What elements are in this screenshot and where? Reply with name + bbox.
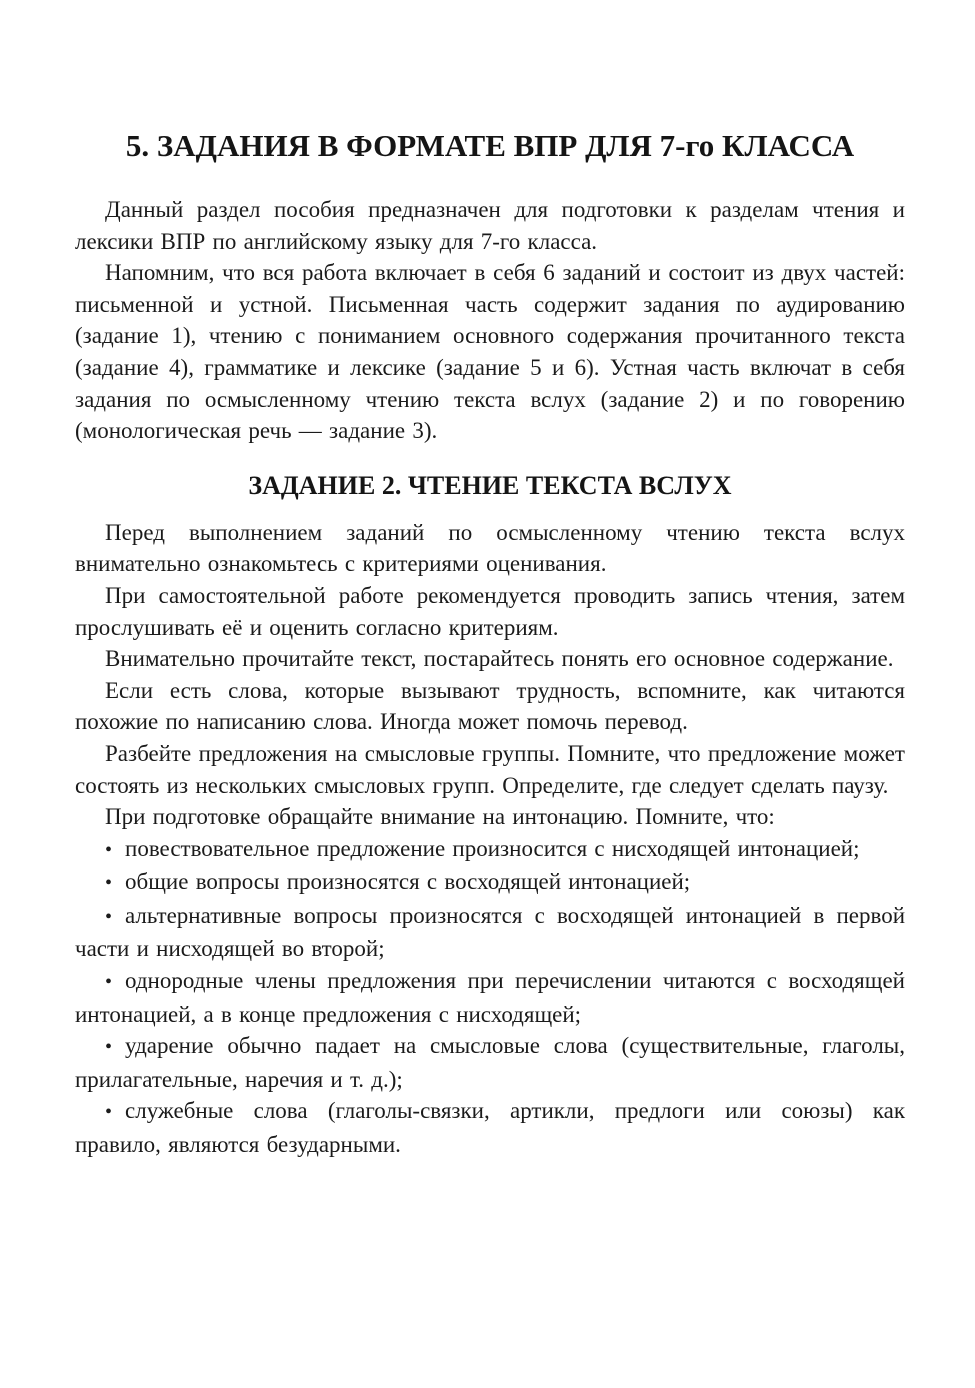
bullet-text: однородные члены предложения при перечислении читаются с восходящей интонацией, а в конце предложения с нисходящей; [75,968,905,1027]
section-paragraph: Если есть слова, которые вызывают трудность, вспомните, как читаются похожие по написанию слова. Иногда может помочь перевод. [75,677,905,735]
section-paragraph: Внимательно прочитайте текст, постарайтесь понять его основное содержание. [105,646,894,672]
bullet-text: служебные слова (глаголы-связки, артикли, предлоги или союзы) как правило, являются безударными. [75,1098,905,1158]
bullet-text: повествовательное предложение произносится с нисходящей интонацией; [125,835,860,861]
intro-paragraph: Напомним, что вся работа включает в себя 6 заданий и состоит из двух частей: письменной и устной. Письменная часть содержит задания по аудированию (задание 1), чтению с пониманием основного содержания прочитанного текста (задание 4), грамматике и лексике (задание 5 и 6). Устная часть включат в себя задания по осмысленному чтению текста вслух (задание 2) и по говорению (монологическая речь — задание 3). [75,260,905,444]
bullet-text: общие вопросы произносятся с восходящей интонацией; [125,869,691,895]
bullet-item [75,965,905,1030]
bullet-text: ударение обычно падает на смысловые слова (существительные, глаголы, прилагательные, наречия и т. д.); [75,1033,905,1092]
section-title: ЗАДАНИЕ 2. ЧТЕНИЕ ТЕКСТА ВСЛУХ [248,470,732,500]
bullet-marker-icon: • [105,1101,113,1124]
bullet-item [75,1095,905,1160]
chapter-title: 5. ЗАДАНИЯ В ФОРМАТЕ ВПР ДЛЯ 7-го КЛАССА [125,128,855,163]
bullet-item [75,866,905,900]
bullet-marker-icon: • [105,971,113,994]
section-paragraph: Разбейте предложения на смысловые группы. Помните, что предложение может состоять из нескольких смысловых групп. Определите, где следует сделать паузу. [75,740,905,798]
bullet-item [75,900,905,965]
bullet-text: альтернативные вопросы произносятся с восходящей интонацией в первой части и нисходящей во второй; [75,902,905,962]
bullet-marker-icon: • [105,905,113,928]
bullet-marker-icon: • [105,1036,113,1059]
bullet-list [75,833,905,1161]
intro-paragraph: Данный раздел пособия предназначен для подготовки к разделам чтения и лексики ВПР по английскому языку для 7-го класса. [75,197,905,254]
bullet-item [75,833,905,867]
section-paragraph: При подготовке обращайте внимание на интонацию. Помните, что: [105,804,775,830]
bullet-marker-icon: • [105,838,113,861]
bullet-item [75,1030,905,1095]
section-paragraph: Перед выполнением заданий по осмысленному чтению текста вслух внимательно ознакомьтесь с критериями оценивания. [75,519,905,577]
bullet-marker-icon: • [105,872,113,895]
section-paragraph: При самостоятельной работе рекомендуется проводить запись чтения, затем прослушивать её и оценить согласно критериям. [75,582,905,640]
